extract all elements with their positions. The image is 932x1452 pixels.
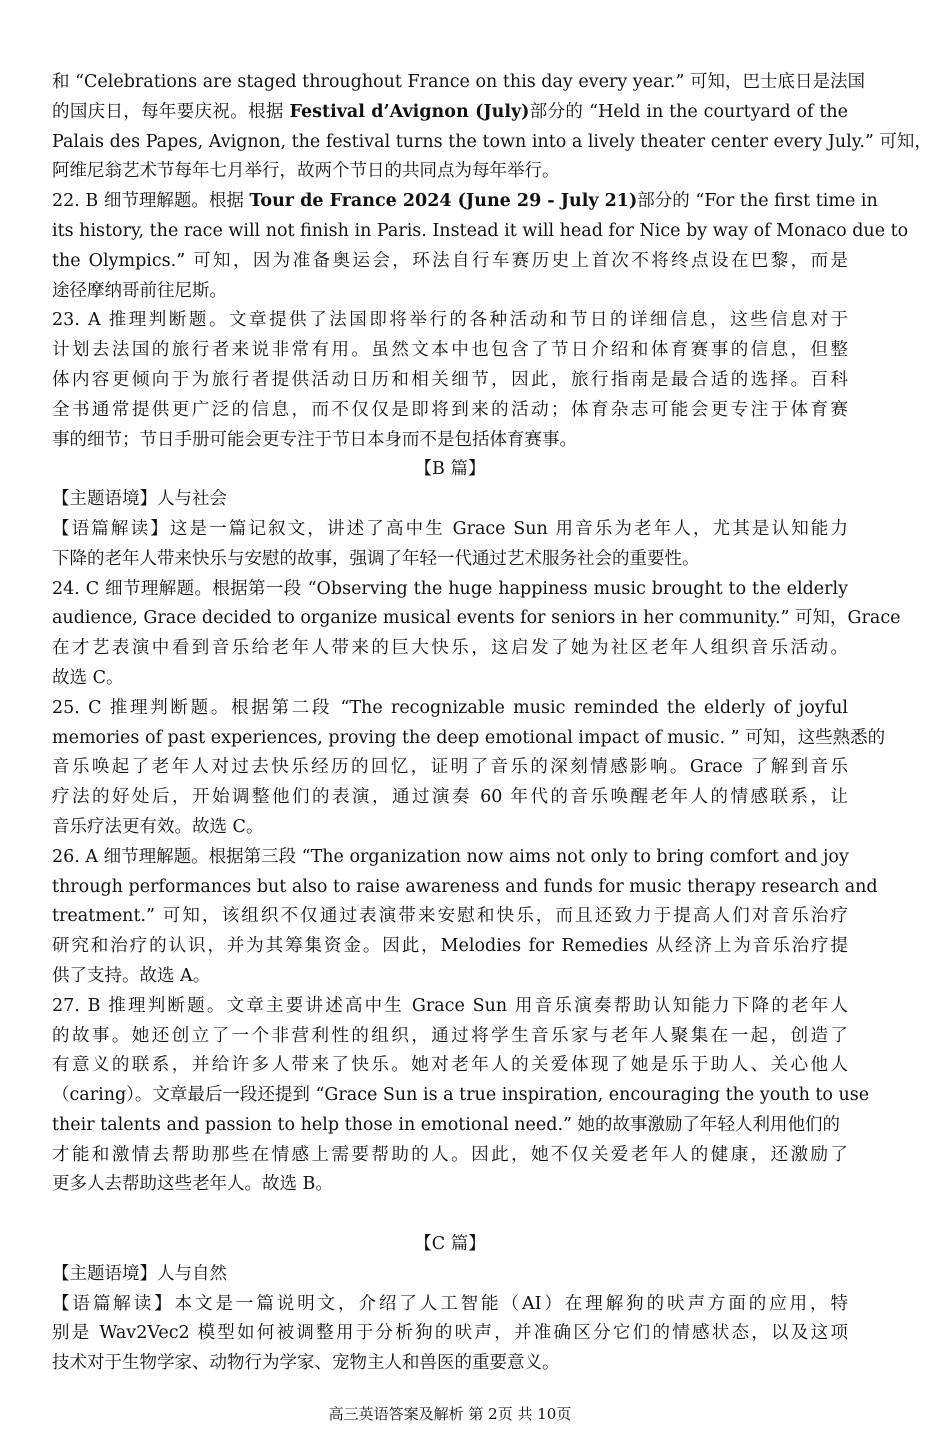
text-line: 和 “Celebrations are staged throughout France on this day every year.” 可知，巴士底日是法国 bbox=[52, 72, 865, 92]
text-line: 事的细节；节日手册可能会更专注于节日本身而不是包括体育赛事。 bbox=[52, 429, 577, 450]
text-line: 22. B 细节理解题。根据 Tour de France 2024 (June 29 - July 21)部分的 “For the first time in bbox=[52, 191, 878, 212]
text-line: 技术对于生物学家、动物行为学家、宠物主人和兽医的重要意义。 bbox=[52, 1353, 560, 1374]
text-line: Palais des Papes, Avignon, the festival turns the town into a lively theater center every July.” 可知， bbox=[52, 131, 932, 152]
text-line: 供了支持。故选 A。 bbox=[52, 965, 211, 986]
bold-reference: Festival d’Avignon (July) bbox=[289, 101, 530, 122]
text-line: 才能和激情去帮助那些在情感上需要帮助的人。因此，她不仅关爱老年人的健康，还激励了 bbox=[52, 1144, 848, 1165]
text-line: the Olympics.” 可知，因为准备奥运会，环法自行车赛历史上首次不将终点设在巴黎，而是 bbox=[52, 250, 848, 271]
text-line: 25. C 推理判断题。根据第二段 “The recognizable music reminded the elderly of joyful bbox=[52, 697, 848, 718]
text-line: 的故事。她还创立了一个非营利性的组织，通过将学生音乐家与老年人聚集在一起，创造了 bbox=[52, 1025, 848, 1046]
text-line: 音乐唤起了老年人对过去快乐经历的回忆，证明了音乐的深刻情感影响。Grace 了解到音乐 bbox=[52, 757, 848, 778]
text-line: 疗法的好处后，开始调整他们的表演，通过演奏 60 年代的音乐唤醒老年人的情感联系，让 bbox=[52, 787, 848, 808]
text-line: 故选 C。 bbox=[52, 667, 124, 688]
text-line: 24. C 细节理解题。根据第一段 “Observing the huge happiness music brought to the elderly bbox=[52, 578, 848, 599]
text-line: 23. A 推理判断题。文章提供了法国即将举行的各种活动和节日的详细信息，这些信息对于 bbox=[52, 310, 848, 331]
text-line: 有意义的联系，并给许多人带来了快乐。她对老年人的关爱体现了她是乐于助人、关心他人 bbox=[52, 1055, 848, 1076]
text-line: 【语篇解读】本文是一篇说明文，介绍了人工智能（AI）在理解狗的吠声方面的应用，特 bbox=[52, 1293, 848, 1314]
text-line: 别是 Wav2Vec2 模型如何被调整用于分析狗的吠声，并准确区分它们的情感状态，以及这项 bbox=[52, 1323, 848, 1344]
section-heading: 【B 篇】 bbox=[414, 459, 486, 480]
text-line: 26. A 细节理解题。根据第三段 “The organization now aims not only to bring comfort and joy bbox=[52, 846, 849, 867]
text-line: 研究和治疗的认识，并为其筹集资金。因此，Melodies for Remedies 从经济上为音乐治疗提 bbox=[52, 936, 848, 957]
text-line: 计划去法国的旅行者来说非常有用。虽然文本中也包含了节日介绍和体育赛事的信息，但整 bbox=[52, 340, 848, 361]
text-line: their talents and passion to help those in emotional need.” 她的故事激励了年轻人利用他们的 bbox=[52, 1114, 841, 1135]
bold-reference: Tour de France 2024 (June 29 - July 21) bbox=[249, 191, 638, 212]
text-line: 音乐疗法更有效。故选 C。 bbox=[52, 816, 264, 837]
page-footer: 高三英语答案及解析 第 2页 共 10页 bbox=[328, 1405, 572, 1423]
text-line: 途径摩纳哥前往尼斯。 bbox=[52, 280, 227, 301]
text-line: 更多人去帮助这些老年人。故选 B。 bbox=[52, 1174, 333, 1195]
text-line: 下降的老年人带来快乐与安慰的故事，强调了年轻一代通过艺术服务社会的重要性。 bbox=[52, 548, 700, 569]
text-line: memories of past experiences, proving the deep emotional impact of music. ” 可知，这些熟悉的 bbox=[52, 727, 886, 748]
text-line: 【语篇解读】这是一篇记叙文，讲述了高中生 Grace Sun 用音乐为老年人，尤其是认知能力 bbox=[52, 518, 848, 539]
text-line: 体内容更倾向于为旅行者提供活动日历和相关细节，因此，旅行指南是最合适的选择。百科 bbox=[52, 369, 848, 390]
text-line: audience, Grace decided to organize musical events for seniors in her community.” 可知，Grace bbox=[52, 608, 901, 629]
text-line: 27. B 推理判断题。文章主要讲述高中生 Grace Sun 用音乐演奏帮助认知能力下降的老年人 bbox=[52, 995, 848, 1016]
text-line: 全书通常提供更广泛的信息，而不仅仅是即将到来的活动；体育杂志可能会更专注于体育赛 bbox=[52, 399, 848, 420]
blank-line bbox=[52, 1200, 848, 1230]
text-line: through performances but also to raise awareness and funds for music therapy research and bbox=[52, 876, 878, 897]
text-line: 在才艺表演中看到音乐给老年人带来的巨大快乐，这启发了她为社区老年人组织音乐活动。 bbox=[52, 638, 848, 659]
text-line: 的国庆日，每年要庆祝。根据 Festival d’Avignon (July)部分的 “Held in the courtyard of the bbox=[52, 101, 848, 122]
text-line: its history, the race will not finish in Paris. Instead it will head for Nice by way of Monaco due to bbox=[52, 220, 909, 241]
text-line: treatment.” 可知，该组织不仅通过表演带来安慰和快乐，而且还致力于提高人们对音乐治疗 bbox=[52, 906, 848, 927]
text-line: 【主题语境】人与社会 bbox=[52, 489, 227, 510]
text-line: （caring）。文章最后一段还提到 “Grace Sun is a true inspiration, encouraging the youth to use bbox=[52, 1085, 870, 1106]
text-line: 阿维尼翁艺术节每年七月举行，故两个节日的共同点为每年举行。 bbox=[52, 161, 560, 182]
text-line: 【主题语境】人与自然 bbox=[52, 1263, 227, 1284]
section-heading: 【C 篇】 bbox=[414, 1234, 486, 1255]
document-body bbox=[52, 68, 932, 1379]
